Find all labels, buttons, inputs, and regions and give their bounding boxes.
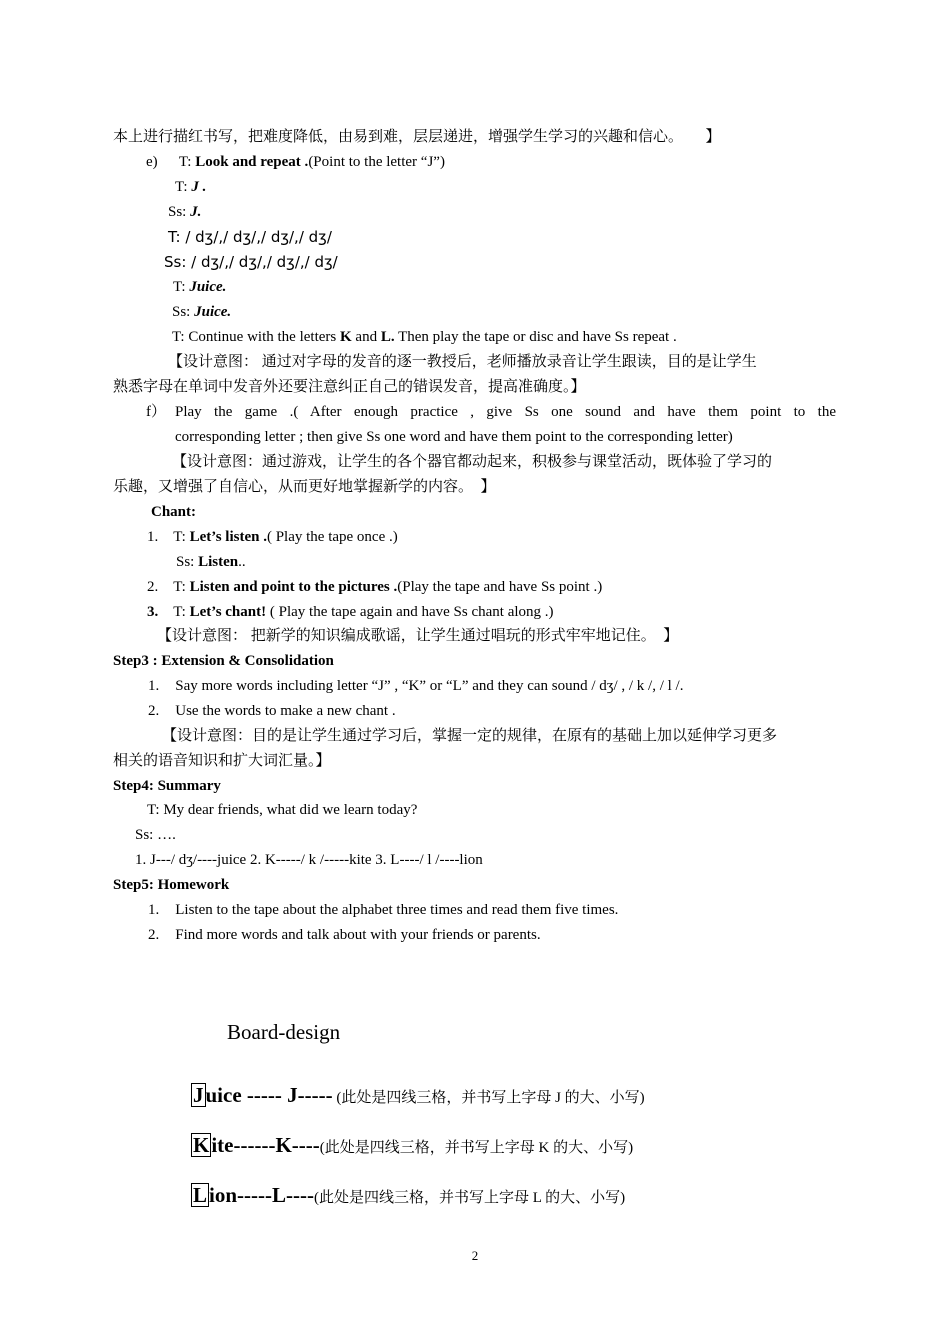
board-word: ite------K---- xyxy=(211,1133,320,1157)
step4-student-line: Ss: …. xyxy=(135,827,176,843)
dialog-ss-juice xyxy=(172,303,231,321)
step3-item-2 xyxy=(148,702,396,720)
step-e-note: (Point to the letter “J”) xyxy=(308,154,445,170)
chant-item-2 xyxy=(147,578,602,596)
instruction-text: Then play the tape or disc and have Ss repeat . xyxy=(394,329,677,345)
dialog-ss-j xyxy=(168,203,201,221)
step-e-marker: e) xyxy=(146,154,158,170)
list-text: Use the words to make a new chant . xyxy=(175,703,396,719)
step4-heading: Step4: Summary xyxy=(113,778,221,794)
list-text: Say more words including letter “J” , “K” or “L” and they can sound / dʒ/ , / k /, / l /. xyxy=(175,678,684,694)
board-row-l xyxy=(191,1182,625,1211)
design-note-4-line1: 【设计意图：目的是让学生通过学习后，掌握一定的规律，在原有的基础上加以延伸学习更多 xyxy=(162,728,778,744)
board-design-title: Board-design xyxy=(227,1020,341,1044)
list-text: Find more words and talk about with your friends or parents. xyxy=(175,927,541,943)
design-note-1-line1: 【设计意图： 通过对字母的发音的逐一教授后，老师播放录音让学生跟读，目的是让学生 xyxy=(168,354,757,370)
speaker-label: T: xyxy=(175,179,192,195)
step-e-instruction: Look and repeat . xyxy=(195,154,309,170)
dialog-text: Juice. xyxy=(189,279,227,295)
step4-teacher-line: T: My dear friends, what did we learn today? xyxy=(147,802,418,818)
speaker-label: Ss: xyxy=(168,204,191,220)
chant-response: Listen xyxy=(198,554,239,570)
step4-summary-line: 1. J---/ dʒ/----juice 2. K-----/ k /-----kite 3. L----/ l /----lion xyxy=(135,852,483,868)
board-note: (此处是四线三格，并书写上字母 L 的大、小写) xyxy=(313,1190,626,1206)
list-number: 1. xyxy=(147,529,159,545)
design-note-4-line2: 相关的语音知识和扩大词汇量。】 xyxy=(113,753,331,769)
list-number: 2. xyxy=(148,927,160,943)
chant-instruction: Listen and point to the pictures . xyxy=(189,579,398,595)
letter-l: L. xyxy=(380,329,395,345)
speaker-label: Ss: xyxy=(172,304,195,320)
dialog-text: J. xyxy=(190,204,202,220)
dialog-text: Juice. xyxy=(194,304,232,320)
list-text: Listen to the tape about the alphabet three times and read them five times. xyxy=(175,902,619,918)
step5-item-1 xyxy=(148,901,618,919)
design-note-continuation: 本上进行描红书写，把难度降低，由易到难，层层递进，增强学生学习的兴趣和信心。 】 xyxy=(113,129,721,145)
step-e-t-label: T: xyxy=(178,154,196,170)
list-number: 2. xyxy=(147,579,159,595)
step3-item-1 xyxy=(148,677,683,695)
chant-instruction: Let’s listen . xyxy=(189,529,267,545)
board-row-j xyxy=(191,1082,645,1111)
dialog-ss-sound: Ss: / dʒ/,/ dʒ/,/ dʒ/,/ dʒ/ xyxy=(164,253,338,271)
list-number: 3. xyxy=(147,604,159,620)
board-word: uice ----- J----- xyxy=(205,1083,333,1107)
design-note-1-line2: 熟悉字母在单词中发音外还要注意纠正自己的错误发音，提高准确度。】 xyxy=(113,379,586,395)
chant-item-1 xyxy=(147,528,398,546)
step-f-line1: Play the game .( After enough practice , give Ss one sound and have them point to the xyxy=(175,404,836,420)
boxed-initial: K xyxy=(193,1133,210,1157)
chant-item-3 xyxy=(147,603,554,621)
letter-k: K xyxy=(339,329,352,345)
boxed-initial: L xyxy=(193,1183,208,1207)
dialog-t-juice xyxy=(173,278,226,296)
speaker-label: T: xyxy=(173,604,190,620)
list-number: 2. xyxy=(148,703,160,719)
chant-ss-response xyxy=(176,553,246,571)
design-note-2-line2: 乐趣，又增强了自信心，从而更好地掌握新学的内容。 】 xyxy=(113,479,496,495)
design-note-3: 【设计意图： 把新学的知识编成歌谣，让学生通过唱玩的形式牢牢地记住。 】 xyxy=(157,628,679,644)
board-note: (此处是四线三格，并书写上字母 K 的大、小写) xyxy=(319,1140,634,1156)
design-note-2-line1: 【设计意图：通过游戏，让学生的各个器官都动起来，积极参与课堂活动，既体验了学习的 xyxy=(172,454,773,470)
list-number: 1. xyxy=(148,902,160,918)
step3-heading: Step3 : Extension & Consolidation xyxy=(113,653,334,669)
board-word: ion-----L---- xyxy=(209,1183,314,1207)
dialog-text: J . xyxy=(191,179,207,195)
dialog-t-sound: T: / dʒ/,/ dʒ/,/ dʒ/,/ dʒ/ xyxy=(168,228,332,246)
chant-note: ( Play the tape again and have Ss chant along .) xyxy=(266,604,554,620)
board-row-k xyxy=(191,1132,633,1161)
step5-heading: Step5: Homework xyxy=(113,877,230,893)
chant-heading: Chant: xyxy=(151,504,197,520)
step-f-line2: corresponding letter ; then give Ss one word and have them point to the corresponding letter) xyxy=(175,429,733,445)
speaker-label: T: xyxy=(173,579,190,595)
boxed-initial: J xyxy=(193,1083,204,1107)
board-note: (此处是四线三格，并书写上字母 J 的大、小写) xyxy=(332,1090,645,1106)
step-e-line xyxy=(146,153,445,171)
chant-note: (Play the tape and have Ss point .) xyxy=(397,579,603,595)
page-number: 2 xyxy=(471,1248,479,1263)
step5-item-2 xyxy=(148,926,541,944)
speaker-label: Ss: xyxy=(176,554,199,570)
speaker-label: T: xyxy=(173,529,190,545)
chant-response-tail: .. xyxy=(238,554,246,570)
step-f-marker: f） xyxy=(146,404,166,420)
instruction-text: T: Continue with the letters xyxy=(172,329,340,345)
dialog-t-j xyxy=(175,178,206,196)
list-number: 1. xyxy=(148,678,160,694)
speaker-label: T: xyxy=(173,279,190,295)
chant-note: ( Play the tape once .) xyxy=(266,529,398,545)
continue-instruction xyxy=(172,328,677,346)
instruction-text: and xyxy=(351,329,381,345)
chant-instruction: Let’s chant! xyxy=(189,604,267,620)
